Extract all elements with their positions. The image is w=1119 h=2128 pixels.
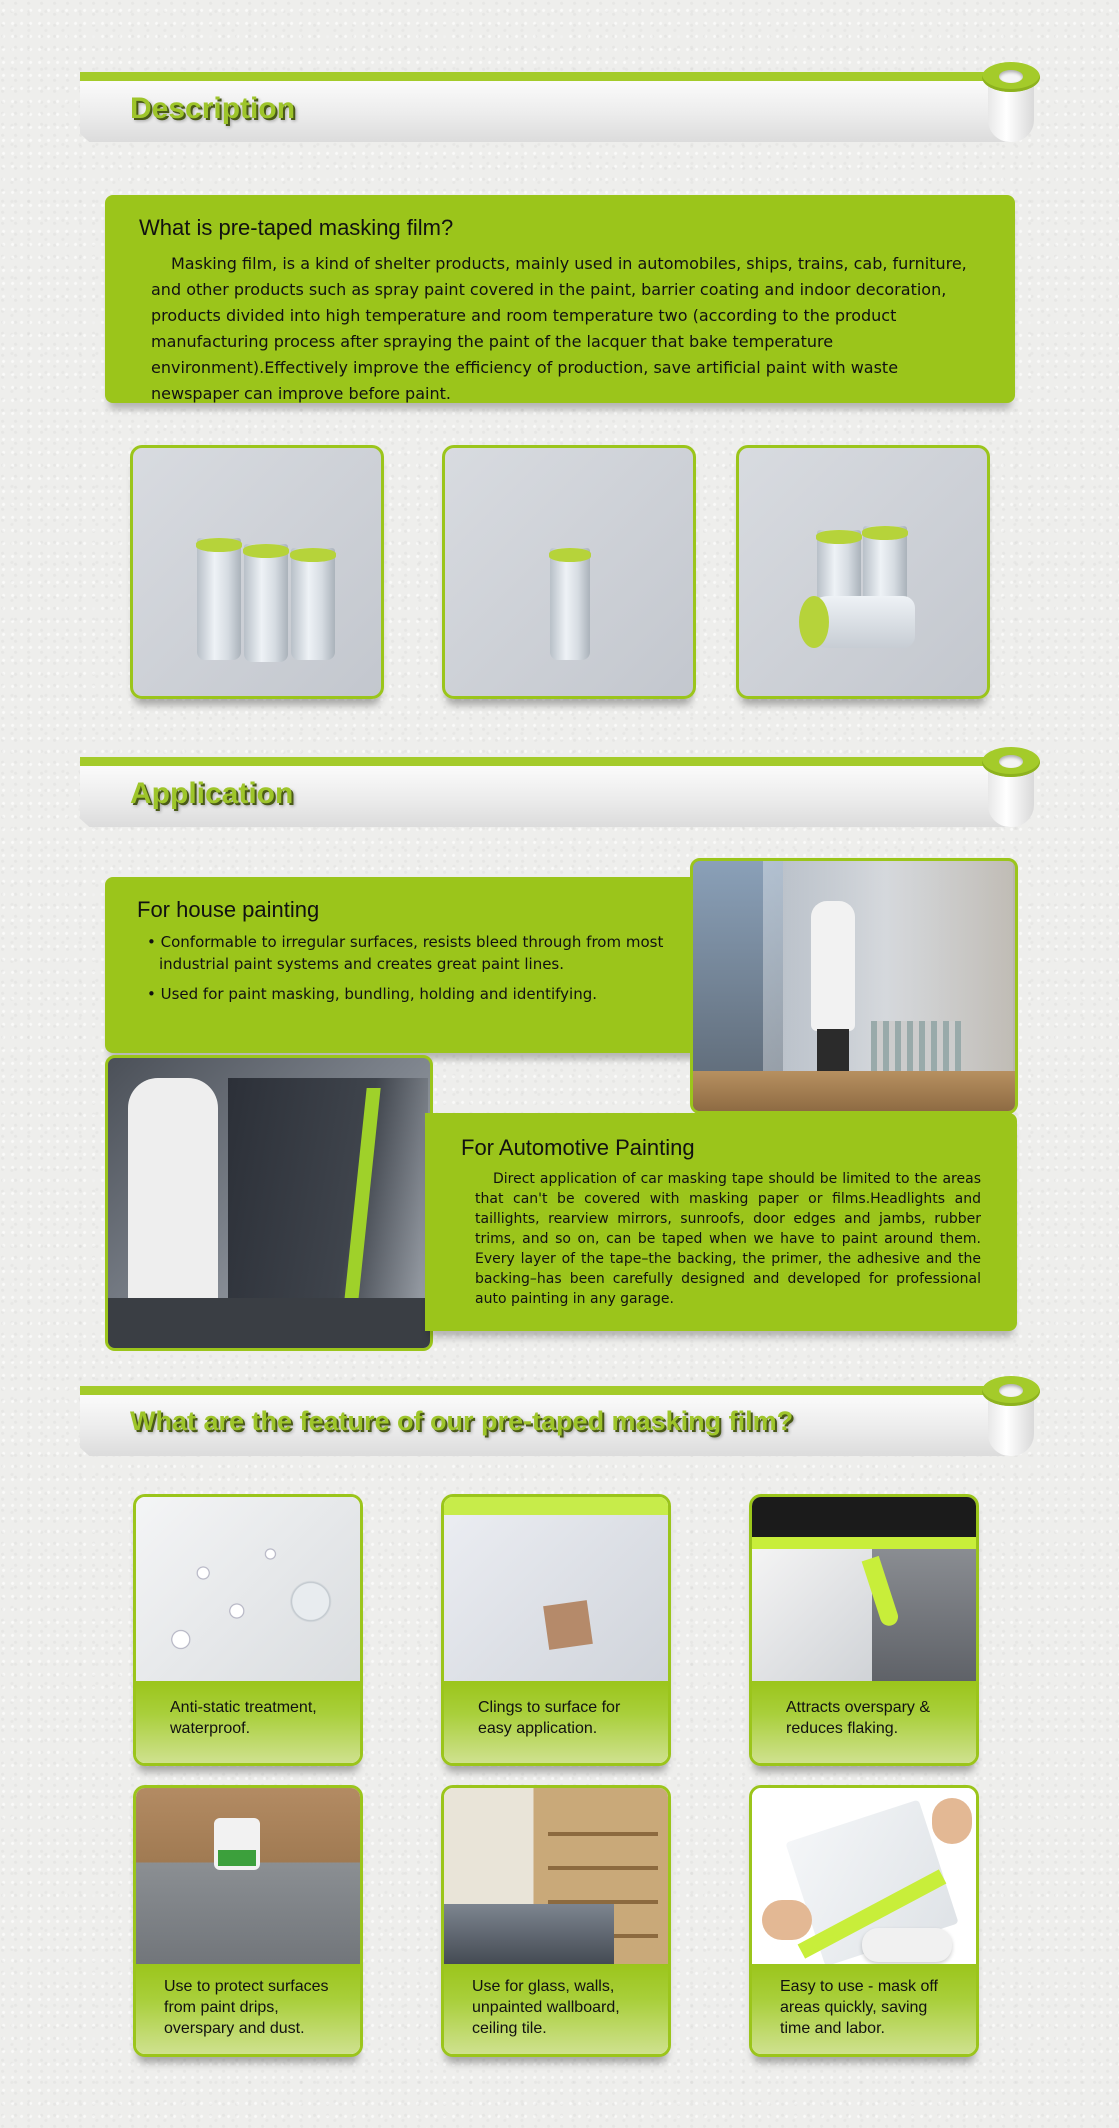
description-heading: What is pre-taped masking film? [139,215,454,240]
feature-caption: Clings to surface for easy application. [478,1699,621,1737]
photo-house-painter [690,858,1018,1114]
house-painting-list [147,931,685,1005]
section-title: Description [130,92,296,125]
feature-tile-protect-surfaces [133,1785,363,2057]
feature-tile-waterproof [133,1494,363,1766]
photo-automotive-painter [105,1055,433,1351]
list-item: • Conformable to irregular surfaces, resists bleed through from most industrial paint systems and creates great paint lines. [147,933,664,973]
feature-caption: Use to protect surfaces from paint drips, overspary and dust. [164,1978,329,2037]
description-body: Masking film, is a kind of shelter products, mainly used in automobiles, ships, trains, cab, furniture, and other products such as spray paint covered in the paint, barrier coating and indoor decoration, products divided into high temperature and room temperature two (according to the product manufacturing process after spraying the paint of the lacquer that bake temperature environment).Effectively improve the efficiency of production, save artificial paint with waste newspaper can improve before paint. [151,254,967,403]
house-painting-heading: For house painting [137,897,320,922]
feature-tile-glass-walls [441,1785,671,2057]
feature-caption: Anti-static treatment, waterproof. [170,1699,317,1737]
product-photo-single-roll [442,445,696,699]
feature-caption: Attracts overspary & reduces flaking. [786,1699,931,1737]
product-photo-three-rolls [130,445,384,699]
section-header-application [80,757,1040,827]
description-panel [105,195,1015,403]
section-header-features [80,1386,1040,1456]
section-title: What are the feature of our pre-taped masking film? [130,1406,794,1436]
feature-caption: Use for glass, walls, unpainted wallboard, ceiling tile. [472,1978,620,2037]
automotive-painting-body: Direct application of car masking tape should be limited to the areas that can't be covered with masking paper or films.Headlights and taillights, rearview mirrors, sunroofs, door edges and jambs, rubber trims, and so on, can be taped when we have to paint around them. Every layer of the tape–the backing, the primer, the adhesive and the backing–has been carefully designed and developed for professional auto painting in any garage. [475,1171,981,1307]
automotive-painting-heading: For Automotive Painting [461,1135,695,1160]
automotive-painting-panel [425,1113,1017,1331]
list-item: • Used for paint masking, bundling, holding and identifying. [147,985,598,1003]
section-title: Application [130,777,294,810]
product-photo-rolls-stack [736,445,990,699]
feature-tile-clings [441,1494,671,1766]
house-painting-panel [105,877,705,1053]
feature-caption: Easy to use - mask off areas quickly, saving time and labor. [780,1978,938,2037]
tape-roll-icon [982,747,1040,827]
section-header-description [80,72,1040,142]
tape-roll-icon [982,1376,1040,1456]
feature-tile-overspray [749,1494,979,1766]
tape-roll-icon [982,62,1040,142]
feature-tile-easy-to-use [749,1785,979,2057]
